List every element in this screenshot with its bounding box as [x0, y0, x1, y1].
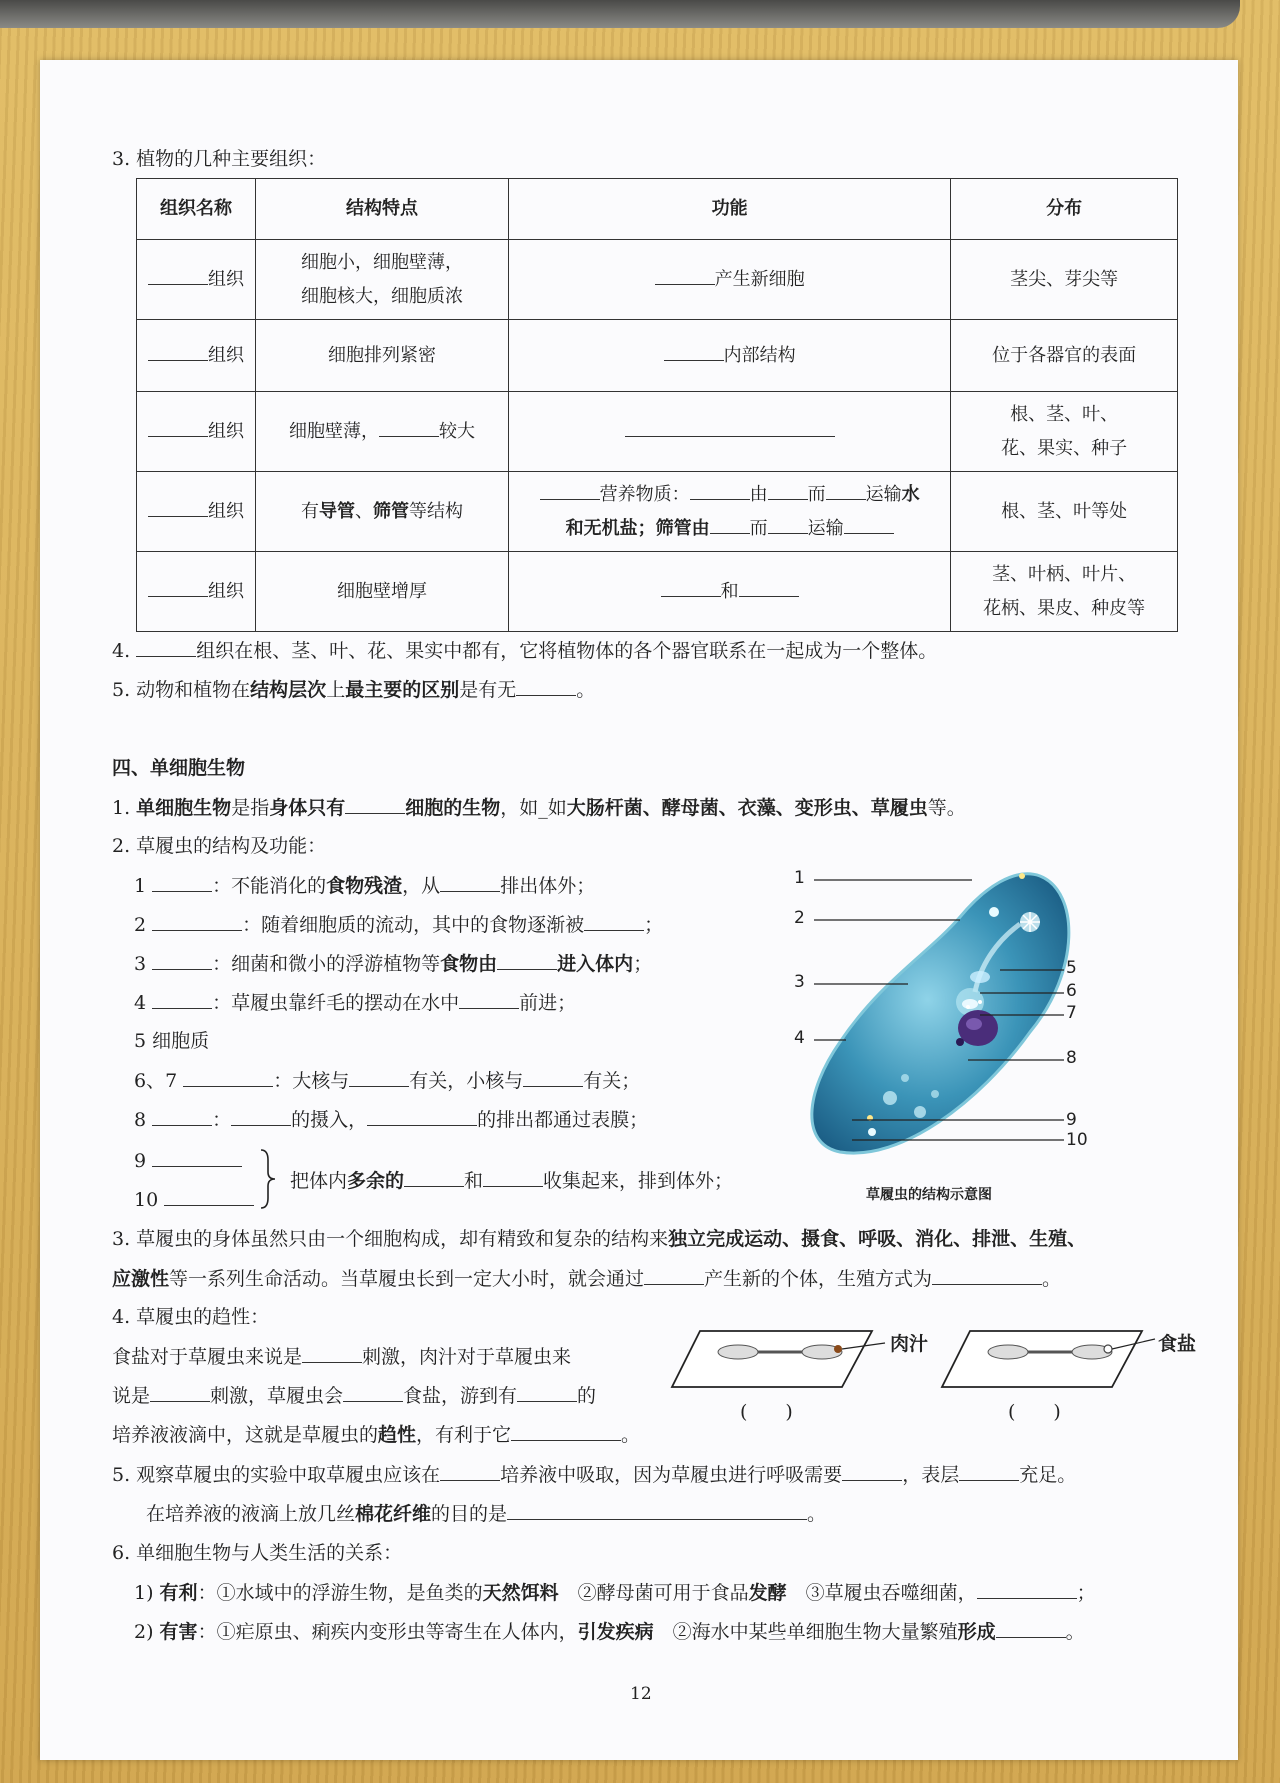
answer-blank[interactable] [483, 1168, 543, 1187]
cell-distribution: 茎尖、芽尖等 [951, 240, 1178, 320]
q6-title: 6. 单细胞生物与人类生活的关系： [112, 1542, 403, 1564]
answer-blank[interactable] [739, 578, 799, 597]
diagram-label-8: 8 [1066, 1048, 1077, 1068]
structure-line-2: 2 ：随着细胞质的流动，其中的食物逐渐被 ； [134, 914, 664, 936]
answer-blank[interactable] [404, 1168, 464, 1187]
header-name: 组织名称 [137, 179, 256, 240]
answer-blank[interactable] [768, 481, 808, 500]
cell-name: 组织 [137, 320, 256, 392]
answer-blank[interactable] [517, 1383, 577, 1402]
answer-blank[interactable] [148, 342, 208, 361]
diagram-label-6: 6 [1066, 981, 1077, 1001]
answer-blank[interactable] [664, 342, 724, 361]
slide2-answer-paren[interactable]: ( ) [1008, 1401, 1061, 1423]
answer-blank[interactable] [959, 1462, 1019, 1481]
answer-blank[interactable] [826, 481, 866, 500]
answer-blank[interactable] [152, 951, 212, 970]
diagram-label-3: 3 [794, 972, 805, 992]
cell-distribution: 位于各器官的表面 [951, 320, 1178, 392]
structure-line-1: 1 ：不能消化的食物残渣，从 排出体外； [134, 875, 596, 897]
answer-blank[interactable] [148, 498, 208, 517]
structure-line-67: 6、7 ：大核与 有关，小核与 有关； [134, 1070, 641, 1092]
answer-blank[interactable] [148, 418, 208, 437]
cell-distribution: 根、茎、叶、 花、果实、种子 [951, 392, 1178, 472]
section4-heading: 四、单细胞生物 [112, 757, 246, 779]
q5-line2: 在培养液的液滴上放几丝棉花纤维的目的是 。 [146, 1503, 827, 1525]
table-row [137, 552, 1178, 632]
answer-blank[interactable] [440, 873, 500, 892]
answer-blank[interactable] [996, 1619, 1066, 1638]
diagram-label-1: 1 [794, 868, 805, 888]
answer-blank[interactable] [152, 1107, 212, 1126]
diagram-leader-lines [800, 870, 1090, 1150]
cell-function: 产生新细胞 [509, 240, 951, 320]
q1: 1. 单细胞生物是指身体只有 细胞的生物，如_如大肠杆菌、酵母菌、衣藻、变形虫、草履虫等。 [112, 797, 966, 819]
answer-blank[interactable] [516, 677, 576, 696]
answer-blank[interactable] [302, 1344, 362, 1363]
answer-blank[interactable] [844, 515, 894, 534]
slide1-answer-paren[interactable]: ( ) [740, 1401, 793, 1423]
header-distribution: 分布 [951, 179, 1178, 240]
header-function: 功能 [509, 179, 951, 240]
answer-blank[interactable] [644, 1266, 704, 1285]
header-feature: 结构特点 [255, 179, 508, 240]
structure-line-8: 8 ： 的摄入， 的排出都通过表膜； [134, 1109, 649, 1131]
q6-line2: 2) 有害：①疟原虫、痢疾内变形虫等寄生在人体内，引发疾病 ②海水中某些单细胞生物大量繁殖形成 。 [134, 1621, 1085, 1643]
cell-function: 内部结构 [509, 320, 951, 392]
structure-line-3: 3 ：细菌和微小的浮游植物等食物由 进入体内； [134, 953, 653, 975]
answer-blank[interactable] [977, 1580, 1077, 1599]
cell-function: 和 [509, 552, 951, 632]
q4-line3: 培养液液滴中，这就是草履虫的趋性，有利于它 。 [112, 1424, 641, 1446]
answer-blank[interactable] [768, 515, 808, 534]
q2-title: 2. 草履虫的结构及功能： [112, 835, 327, 857]
cell-feature: 有导管、筛管等结构 [255, 472, 508, 552]
cell-name: 组织 [137, 240, 256, 320]
answer-blank[interactable] [661, 578, 721, 597]
diagram-caption: 草履虫的结构示意图 [866, 1187, 992, 1203]
answer-blank[interactable] [152, 912, 242, 931]
tray-edge [0, 0, 1240, 28]
answer-blank[interactable] [497, 951, 557, 970]
structure-line-4: 4 ：草履虫靠纤毛的摆动在水中 前进； [134, 992, 577, 1014]
answer-blank[interactable] [152, 990, 212, 1009]
answer-blank[interactable] [540, 481, 600, 500]
table-row [137, 472, 1178, 552]
cell-name: 组织 [137, 472, 256, 552]
cell-feature: 细胞排列紧密 [255, 320, 508, 392]
answer-blank[interactable] [459, 990, 519, 1009]
item5: 5. 动物和植物在结构层次上最主要的区别是有无 。 [112, 679, 596, 701]
diagram-label-9: 9 [1066, 1110, 1077, 1130]
answer-blank[interactable] [136, 638, 196, 657]
answer-blank[interactable] [183, 1068, 273, 1087]
cell-feature: 细胞小，细胞壁薄， 细胞核大，细胞质浓 [255, 240, 508, 320]
answer-blank[interactable] [148, 578, 208, 597]
answer-blank[interactable] [148, 266, 208, 285]
answer-blank[interactable] [690, 481, 750, 500]
q4-line1: 食盐对于草履虫来说是 刺激，肉汁对于草履虫来 [112, 1346, 572, 1368]
diagram-label-10: 10 [1066, 1130, 1088, 1150]
cell-distribution: 茎、叶柄、叶片、 花柄、果皮、种皮等 [951, 552, 1178, 632]
answer-blank[interactable] [345, 795, 405, 814]
structure-line-9: 9 [134, 1148, 242, 1173]
answer-blank[interactable] [150, 1383, 210, 1402]
q4-line2: 说是 刺激，草履虫会 食盐，游到有 的 [112, 1385, 597, 1407]
answer-blank[interactable] [440, 1462, 500, 1481]
cell-name: 组织 [137, 552, 256, 632]
answer-blank[interactable] [511, 1422, 621, 1441]
answer-blank[interactable] [152, 1148, 242, 1167]
answer-blank[interactable] [164, 1187, 254, 1206]
item4: 4. 组织在根、茎、叶、花、果实中都有，它将植物体的各个器官联系在一起成为一个整体。 [112, 640, 938, 662]
answer-blank[interactable] [343, 1383, 403, 1402]
q3-line1: 3. 草履虫的身体虽然只由一个细胞构成，却有精致和复杂的结构来独立完成运动、摄食、呼吸、消化、排泄、生殖、 [112, 1228, 1087, 1250]
answer-blank[interactable] [655, 266, 715, 285]
q5-line1: 5. 观察草履虫的实验中取草履虫应该在 培养液中吸取，因为草履虫进行呼吸需要 ，表层 充足。 [112, 1464, 1077, 1486]
slide-meat-juice-label: 肉汁 [890, 1333, 929, 1355]
diagram-label-4: 4 [794, 1028, 805, 1048]
answer-blank[interactable] [625, 418, 835, 437]
brace-icon [258, 1148, 278, 1210]
answer-blank[interactable] [367, 1107, 477, 1126]
table-row [137, 320, 1178, 392]
section3-title: 3. 植物的几种主要组织： [112, 148, 327, 170]
structure-line-910: 把体内多余的 和 收集起来，排到体外； [290, 1170, 734, 1192]
answer-blank[interactable] [523, 1068, 583, 1087]
table-row [137, 392, 1178, 472]
answer-blank[interactable] [507, 1501, 807, 1520]
table-row [137, 240, 1178, 320]
structure-line-5: 5 细胞质 [134, 1030, 210, 1052]
q3-line2: 应激性等一系列生命活动。当草履虫长到一定大小时，就会通过 产生新的个体，生殖方式为 。 [112, 1268, 1062, 1290]
cell-distribution: 根、茎、叶等处 [951, 472, 1178, 552]
answer-blank[interactable] [231, 1107, 291, 1126]
table-header-row [137, 179, 1178, 240]
answer-blank[interactable] [379, 418, 439, 437]
page-number: 12 [630, 1684, 652, 1704]
slide-salt [940, 1325, 1170, 1395]
structure-line-10: 10 [134, 1187, 254, 1212]
q6-line1: 1) 有利：①水域中的浮游生物，是鱼类的天然饵料 ②酵母菌可用于食品发酵 ③草履虫吞噬细菌， ； [134, 1582, 1096, 1604]
diagram-label-7: 7 [1066, 1003, 1077, 1023]
answer-blank[interactable] [932, 1266, 1042, 1285]
answer-blank[interactable] [349, 1068, 409, 1087]
cell-name: 组织 [137, 392, 256, 472]
cell-function [509, 392, 951, 472]
answer-blank[interactable] [710, 515, 750, 534]
slide-meat-juice [670, 1325, 900, 1395]
diagram-label-2: 2 [794, 908, 805, 928]
answer-blank[interactable] [842, 1462, 902, 1481]
slide-salt-label: 食盐 [1158, 1333, 1197, 1355]
tissue-table [136, 178, 1178, 632]
cell-feature: 细胞壁薄， 较大 [255, 392, 508, 472]
cell-function: 营养物质： 由 而 运输水 和无机盐；筛管由 而 运输 [509, 472, 951, 552]
q4-title: 4. 草履虫的趋性： [112, 1306, 270, 1328]
answer-blank[interactable] [584, 912, 644, 931]
answer-blank[interactable] [152, 873, 212, 892]
diagram-label-5: 5 [1066, 958, 1077, 978]
cell-feature: 细胞壁增厚 [255, 552, 508, 632]
